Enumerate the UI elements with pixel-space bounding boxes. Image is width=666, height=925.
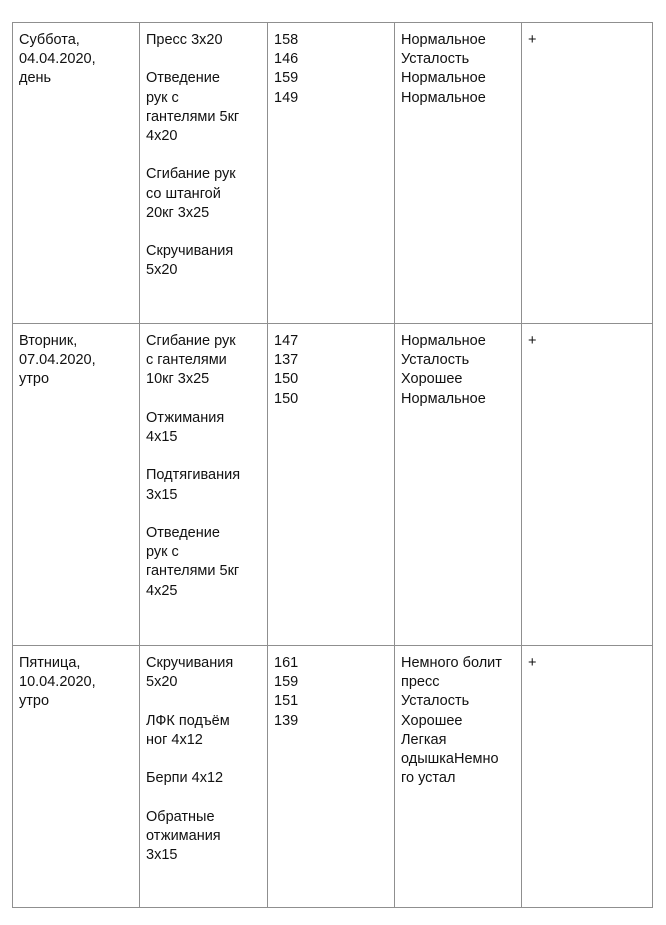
mark-cell: [522, 23, 653, 324]
pulse-cell: [268, 646, 395, 908]
pulse-value: 151: [274, 693, 299, 710]
exercise-item: Сгибание рук со штангой 20кг 3х25: [146, 166, 236, 221]
date-cell: [13, 646, 140, 908]
mark-value: +: [528, 32, 537, 48]
exercise-item: Отжимания 4х15: [146, 409, 225, 445]
date-cell: [13, 324, 140, 646]
mark-cell: [522, 324, 653, 646]
pulse-value: 150: [274, 390, 299, 407]
feeling-value: Нормальное: [401, 89, 486, 106]
feeling-cell: [395, 324, 522, 646]
exercises-cell: [140, 646, 268, 908]
feeling-value: Нормальное: [401, 333, 486, 349]
exercise-item: Скручивания 5х20: [146, 243, 234, 279]
exercise-item: ЛФК подъём ног 4х12: [146, 712, 230, 748]
feeling-value: Хорошее: [401, 712, 463, 729]
training-log-table: [12, 22, 653, 908]
feeling-value: Легкая одышкаНемно го устал: [401, 731, 499, 787]
pulse-value: 159: [274, 70, 299, 87]
exercises-cell: [140, 23, 268, 324]
feeling-value: Нормальное: [401, 32, 486, 48]
feeling-value: Усталость: [401, 693, 470, 710]
pulse-value: 146: [274, 51, 299, 68]
pulse-cell: [268, 23, 395, 324]
pulse-value: 139: [274, 712, 299, 729]
exercise-item: Подтягивания 3х15: [146, 467, 241, 503]
exercise-item: Скручивания 5х20: [146, 655, 234, 691]
exercises-cell: [140, 324, 268, 646]
feeling-cell: [395, 23, 522, 324]
date-text: Пятница, 10.04.2020, утро: [19, 655, 96, 710]
feeling-value: Усталость: [401, 352, 470, 369]
mark-value: +: [528, 655, 537, 671]
exercise-item: Пресс 3х20: [146, 32, 223, 48]
feeling-value: Нормальное: [401, 70, 486, 87]
pulse-value: 158: [274, 32, 299, 48]
table-row: [13, 324, 653, 646]
pulse-value: 149: [274, 89, 299, 106]
exercise-item: Берпи 4х12: [146, 770, 224, 787]
pulse-value: 150: [274, 371, 299, 388]
date-cell: [13, 23, 140, 324]
feeling-value: Усталость: [401, 51, 470, 68]
feeling-value: Немного болит пресс: [401, 655, 502, 691]
exercise-item: Обратные отжимания 3х15: [146, 808, 221, 863]
date-text: Вторник, 07.04.2020, утро: [19, 333, 96, 388]
mark-cell: [522, 646, 653, 908]
pulse-value: 159: [274, 674, 299, 691]
feeling-cell: [395, 646, 522, 908]
pulse-cell: [268, 324, 395, 646]
pulse-value: 161: [274, 655, 299, 671]
table-row: [13, 23, 653, 324]
mark-value: +: [528, 333, 537, 349]
exercise-item: Отведение рук с гантелями 5кг 4х20: [146, 70, 240, 144]
pulse-value: 137: [274, 352, 299, 369]
date-text: Суббота, 04.04.2020, день: [19, 32, 96, 87]
exercise-item: Отведение рук с гантелями 5кг 4х25: [146, 524, 240, 599]
table-row: [13, 646, 653, 908]
feeling-value: Хорошее: [401, 371, 463, 388]
exercise-item: Сгибание рук с гантелями 10кг 3х25: [146, 333, 236, 388]
feeling-value: Нормальное: [401, 390, 486, 407]
pulse-value: 147: [274, 333, 299, 349]
